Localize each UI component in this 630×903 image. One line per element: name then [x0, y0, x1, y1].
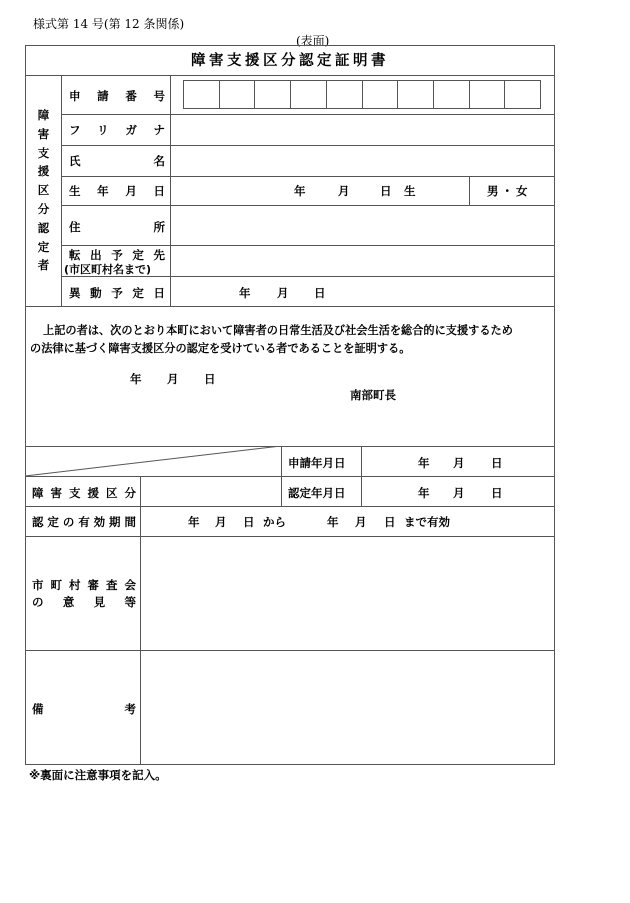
- col-line: [361, 446, 362, 506]
- label-char: 住: [69, 220, 81, 234]
- group-label-char: 援: [37, 164, 50, 179]
- valid-until-month: 月: [355, 515, 367, 529]
- label-char: 先: [153, 248, 165, 262]
- label-char: 申: [69, 89, 81, 103]
- certdate-year-unit: 年: [418, 486, 430, 500]
- application-number-boxes: [183, 80, 541, 109]
- label-char: の: [32, 595, 44, 609]
- birth-day-unit: 日: [380, 184, 392, 198]
- group-divider: [61, 75, 62, 306]
- label-char: 備: [32, 702, 44, 716]
- label-char: 市: [32, 578, 44, 592]
- statement-line-1: 上記の者は、次のとおり本町において障害者の日常生活及び社会生活を総合的に支援するため: [43, 324, 513, 337]
- birthdate-label: [69, 183, 165, 199]
- application-number-digit-box[interactable]: [469, 80, 506, 109]
- address-input[interactable]: [172, 207, 554, 244]
- app-year-unit: 年: [418, 456, 430, 470]
- footer-note: ※裏面に注意事項を記入。: [29, 768, 167, 782]
- label-char: 援: [87, 486, 99, 500]
- diagonal-slash: [25, 446, 282, 477]
- birth-year-unit: 年: [294, 184, 306, 198]
- cert-month-unit: 月: [167, 372, 179, 386]
- remarks-input[interactable]: [142, 652, 554, 764]
- name-label: [69, 153, 165, 169]
- move-month-unit: 月: [277, 286, 289, 300]
- label-char: フ: [69, 123, 81, 137]
- move-day-unit: 日: [314, 286, 326, 300]
- label-char: 予: [111, 248, 123, 262]
- label-char: 意: [62, 595, 75, 609]
- label-char: 動: [90, 286, 102, 300]
- application-number-digit-box[interactable]: [397, 80, 434, 109]
- row-line: [61, 245, 555, 246]
- label-char: の: [62, 515, 75, 529]
- sex-divider: [469, 176, 470, 205]
- col-line: [140, 476, 141, 506]
- certdate-month-unit: 月: [453, 486, 465, 500]
- applicant-group-label: [26, 106, 61, 275]
- label-char: 日: [153, 184, 165, 198]
- move-year-unit: 年: [239, 286, 251, 300]
- row-line: [25, 506, 555, 507]
- row-line: [61, 145, 555, 146]
- validity-label: [32, 514, 136, 530]
- issuer-label: 南部町長: [350, 388, 396, 402]
- valid-from-text: から: [263, 515, 286, 529]
- label-char: 名: [153, 154, 165, 168]
- col-line: [140, 506, 141, 765]
- label-char: 期: [109, 515, 121, 529]
- application-number-digit-box[interactable]: [219, 80, 256, 109]
- application-date-label: 申請年月日: [288, 456, 346, 470]
- application-number-digit-box[interactable]: [290, 80, 327, 109]
- furigana-input[interactable]: [172, 116, 554, 144]
- label-char: 害: [50, 486, 62, 500]
- label-char: 異: [69, 286, 81, 300]
- label-char: 予: [111, 286, 123, 300]
- app-month-unit: 月: [453, 456, 465, 470]
- label-char: 番: [125, 89, 137, 103]
- category-label: [32, 485, 136, 501]
- label-char: 出: [90, 248, 102, 262]
- application-number-digit-box[interactable]: [362, 80, 399, 109]
- side-label: (表面): [296, 34, 330, 48]
- row-line: [61, 176, 555, 177]
- group-label-char: 支: [37, 145, 50, 160]
- label-char: 等: [124, 595, 136, 609]
- application-number-label: [69, 88, 165, 104]
- label-char: 支: [69, 486, 81, 500]
- review-label-2: [32, 594, 136, 610]
- group-label-char: 害: [37, 126, 50, 141]
- valid-until-year: 年: [327, 515, 339, 529]
- application-number-digit-box[interactable]: [433, 80, 470, 109]
- label-char: リ: [97, 123, 109, 137]
- app-day-unit: 日: [491, 456, 503, 470]
- group-label-char: 分: [37, 201, 50, 216]
- sex-options[interactable]: 男・女: [487, 184, 531, 198]
- move-date-label: [69, 285, 165, 301]
- label-char: 村: [69, 578, 81, 592]
- address-label: [69, 219, 165, 235]
- group-label-char: 区: [37, 183, 50, 198]
- category-input[interactable]: [142, 478, 280, 505]
- row-line: [61, 114, 555, 115]
- application-number-digit-box[interactable]: [504, 80, 541, 109]
- label-char: 分: [124, 486, 136, 500]
- remarks-label: [32, 701, 136, 717]
- group-label-char: 定: [37, 239, 50, 254]
- label-char: 定: [132, 286, 144, 300]
- label-char: 間: [124, 515, 136, 529]
- label-char: 査: [106, 578, 118, 592]
- name-input[interactable]: [172, 147, 554, 175]
- statement-line-2: の法律に基づく障害支援区分の認定を受けている者であることを証明する。: [30, 342, 411, 355]
- application-number-digit-box[interactable]: [326, 80, 363, 109]
- row-line: [25, 650, 555, 651]
- row-line: [25, 536, 555, 537]
- label-char: 認: [32, 515, 44, 529]
- form-number: 様式第 14 号(第 12 条関係): [33, 17, 185, 31]
- group-label-char: 認: [37, 220, 50, 235]
- label-char: 障: [32, 486, 44, 500]
- label-char: 会: [124, 578, 136, 592]
- label-char: 所: [153, 220, 165, 234]
- label-char: 審: [87, 578, 99, 592]
- birth-suffix: 生: [404, 184, 416, 198]
- title-divider: [25, 75, 555, 76]
- label-char: 区: [106, 486, 118, 500]
- cert-day-unit: 日: [204, 372, 216, 386]
- review-label-1: [32, 577, 136, 593]
- group-label-char: 者: [37, 258, 50, 273]
- label-char: 生: [69, 184, 81, 198]
- valid-from-day: 日: [243, 515, 255, 529]
- label-char: 効: [93, 515, 106, 529]
- cert-year-unit: 年: [130, 372, 142, 386]
- valid-until-day: 日: [384, 515, 396, 529]
- label-char: ナ: [153, 123, 165, 137]
- label-char: 日: [153, 286, 165, 300]
- label-char: 有: [78, 515, 90, 529]
- label-char: 転: [69, 248, 81, 262]
- label-char: 考: [124, 702, 136, 716]
- label-char: 請: [97, 89, 109, 103]
- valid-from-year: 年: [188, 515, 200, 529]
- label-char: 月: [125, 184, 137, 198]
- label-char: 号: [153, 89, 165, 103]
- application-number-digit-box[interactable]: [183, 80, 220, 109]
- label-char: 見: [93, 595, 106, 609]
- application-number-digit-box[interactable]: [254, 80, 291, 109]
- label-char: 年: [97, 184, 109, 198]
- move-destination-input[interactable]: [172, 247, 554, 275]
- label-char: ガ: [125, 123, 137, 137]
- label-char: 町: [50, 578, 62, 592]
- review-input[interactable]: [142, 538, 554, 649]
- certdate-day-unit: 日: [491, 486, 503, 500]
- certification-date-label: 認定年月日: [288, 486, 346, 500]
- birth-month-unit: 月: [338, 184, 350, 198]
- form-title: 障害支援区分認定証明書: [191, 53, 389, 69]
- valid-until-text: まで有効: [404, 515, 450, 529]
- label-char: 氏: [69, 154, 81, 168]
- valid-from-month: 月: [215, 515, 227, 529]
- label-char: 定: [132, 248, 144, 262]
- label-divider: [170, 75, 171, 306]
- label-char: 定: [47, 515, 59, 529]
- row-line: [61, 205, 555, 206]
- move-destination-sublabel: (市区町村名まで): [64, 263, 152, 276]
- group-label-char: 障: [37, 108, 50, 122]
- furigana-label: [69, 122, 165, 138]
